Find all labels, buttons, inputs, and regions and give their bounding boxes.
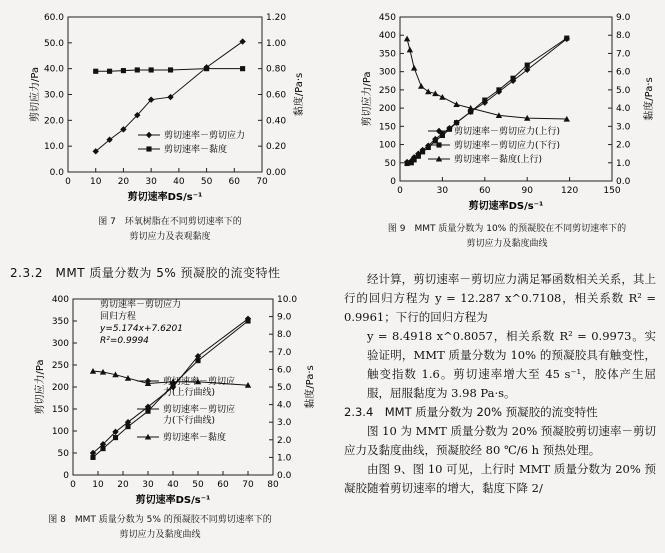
figure-8-caption [10, 513, 310, 543]
y-tick-label: 200 [51, 383, 69, 393]
y2-tick-label: 2.0 [616, 140, 631, 151]
data-point-triangle [418, 83, 424, 89]
y-tick-label: 100 [51, 427, 69, 437]
data-point-square [440, 133, 445, 138]
x-axis-label: 剪切速率DS/s⁻¹ [127, 192, 203, 203]
legend-marker-square [436, 142, 441, 147]
y-tick-label: 20.0 [43, 116, 64, 127]
data-point-triangle [404, 36, 410, 42]
data-point-square [168, 67, 173, 72]
data-point-square [245, 318, 250, 323]
data-point-square [135, 67, 140, 72]
figure-9-chart [350, 5, 660, 217]
data-point-square [482, 98, 487, 103]
x-axis-label: 剪切速率DS/s⁻¹ [135, 495, 211, 506]
y-axis-label: 剪切应力/Pa [30, 66, 41, 123]
caption-line: 剪切应力及表观黏度 [129, 232, 211, 242]
x-tick-label: 0 [65, 177, 71, 187]
legend-label: 剪切速率－剪切应力 [164, 131, 246, 141]
x-tick-label: 40 [173, 177, 185, 187]
y2-tick-label: 10.0 [277, 295, 298, 305]
y-tick-label: 40.0 [43, 64, 64, 75]
y-tick-label: 0 [390, 177, 396, 187]
x-tick-label: 0 [70, 480, 76, 490]
y-tick-label: 50.0 [43, 38, 64, 49]
y-tick-label: 250 [378, 85, 396, 96]
y2-axis-label: 黏度/Pa·s [294, 72, 305, 117]
y-tick-label: 450 [378, 13, 396, 23]
y-tick-label: 0.0 [49, 168, 64, 178]
annotation-text: 回归方程 [100, 312, 137, 322]
y-tick-label: 150 [378, 122, 396, 133]
y2-tick-label: 5.0 [616, 85, 631, 96]
data-point-triangle [439, 94, 445, 100]
figure-7-caption [40, 215, 300, 245]
x-tick-label: 20 [117, 177, 130, 187]
y2-axis-label: 黏度/Pa·s [305, 365, 316, 409]
y-tick-label: 350 [378, 49, 396, 60]
legend-label: 剪切速率－剪切应 [163, 405, 236, 415]
y2-tick-label: 0.20 [266, 142, 287, 153]
y-axis-label: 剪切应力/Pa [35, 359, 46, 415]
legend-label: 剪切速率－剪切应 [163, 377, 236, 387]
y-axis-label: 剪切应力/Pa [362, 71, 373, 127]
legend-label: 剪切速率－剪切应力(上行) [454, 127, 561, 137]
y2-tick-label: 2.0 [277, 435, 292, 446]
caption-line: 图 9 MMT 质量分数为 10% 的预凝胶在不同剪切速率下的 [387, 224, 627, 234]
y-tick-label: 250 [51, 361, 69, 371]
y2-tick-label: 9.0 [277, 312, 292, 323]
paragraph: 由图 9、图 10 可见，上行时 MMT 质量分数为 20% 预凝胶随着剪切速率的增大，黏度下降 2/ [344, 462, 656, 495]
y2-axis-label: 黏度/Pa·s [644, 77, 655, 121]
legend-label: 力(上行曲线) [163, 388, 216, 398]
data-point-square [107, 69, 112, 74]
series-line-2 [407, 39, 567, 119]
x-tick-label: 10 [92, 480, 104, 490]
y2-tick-label: 0.00 [266, 168, 287, 178]
data-point-square [564, 36, 569, 41]
paragraph: y = 8.4918 x^0.8057，相关系数 R² = 0.9973。实验证明，MMT 质量分数为 10% 的预凝胶具有触变性，触变指数 1.6。剪切速率增大至 45 s⁻¹，胶体产生屈服，屈服黏度为 3.98 Pa·s。 [367, 329, 656, 400]
x-axis-label: 剪切速率DS/s⁻¹ [468, 201, 544, 212]
x-tick-label: 60 [228, 177, 241, 187]
data-point-square [454, 120, 459, 125]
data-point-square [121, 68, 126, 73]
data-point-square [113, 435, 118, 440]
legend-marker-square [145, 406, 150, 411]
data-point-square [93, 69, 98, 74]
y2-tick-label: 8.0 [277, 330, 292, 341]
y2-tick-label: 6.0 [277, 365, 292, 376]
data-point-triangle [407, 47, 413, 53]
x-tick-label: 20 [117, 480, 129, 490]
data-point-square [496, 87, 501, 92]
x-tick-label: 30 [145, 177, 157, 187]
y2-tick-label: 8.0 [616, 31, 631, 42]
legend-marker-square [146, 146, 151, 151]
legend-label: 剪切速率－黏度(上行) [454, 155, 543, 165]
y-tick-label: 50 [384, 158, 396, 169]
y2-tick-label: 0.0 [277, 471, 292, 481]
x-tick-label: 40 [167, 480, 179, 490]
y-tick-label: 0 [63, 471, 69, 481]
legend-label: 剪切速率－黏度 [164, 145, 228, 155]
caption-line: 剪切应力及黏度曲线 [466, 239, 548, 249]
y2-tick-label: 3.0 [277, 418, 292, 429]
y-tick-label: 400 [51, 295, 69, 305]
y2-tick-label: 3.0 [616, 122, 631, 133]
y2-tick-label: 1.0 [616, 158, 631, 169]
y2-tick-label: 5.0 [277, 383, 292, 393]
y-tick-label: 30.0 [43, 90, 64, 101]
y-tick-label: 60.0 [43, 13, 64, 23]
legend-label: 剪切速率－黏度 [163, 433, 227, 443]
section-heading-2-3-2: 2.3.2 MMT 质量分数为 5% 预凝胶的流变特性 [10, 266, 281, 280]
x-tick-label: 70 [242, 480, 254, 490]
y-tick-label: 100 [378, 140, 396, 151]
y2-tick-label: 0.40 [266, 116, 287, 127]
y-tick-label: 300 [51, 339, 69, 349]
figure-8-chart [5, 283, 325, 508]
data-point-triangle [90, 368, 96, 374]
y2-tick-label: 0.60 [266, 90, 287, 101]
y2-tick-label: 1.00 [266, 38, 287, 49]
y2-tick-label: 7.0 [616, 49, 631, 60]
data-point-square [204, 66, 209, 71]
data-point-diamond [239, 38, 245, 44]
y2-tick-label: 6.0 [616, 67, 631, 78]
figure-9-caption [352, 222, 662, 252]
data-point-square [149, 67, 154, 72]
data-point-square [100, 446, 105, 451]
x-tick-label: 120 [561, 186, 579, 196]
caption-line: 图 8 MMT 质量分数为 5% 的预凝胶不同剪切速率下的 [48, 515, 272, 525]
paragraph: 图 10 为 MMT 质量分数为 20% 预凝胶剪切速率－剪切应力及黏度曲线，预凝胶经 80 ℃/6 h 预热处理。 [344, 424, 656, 457]
data-point-square [240, 66, 245, 71]
x-tick-label: 150 [603, 186, 621, 196]
data-point-square [90, 455, 95, 460]
y2-tick-label: 7.0 [277, 347, 292, 358]
x-tick-label: 90 [521, 186, 533, 196]
data-point-square [426, 145, 431, 150]
y2-tick-label: 4.0 [277, 400, 292, 411]
x-tick-label: 80 [267, 480, 279, 490]
y-tick-label: 200 [378, 104, 396, 115]
data-point-square [511, 76, 516, 81]
caption-line: 剪切应力及黏度曲线 [119, 530, 201, 540]
y-tick-label: 400 [378, 31, 396, 42]
y2-tick-label: 0.80 [266, 64, 287, 75]
data-point-square [195, 358, 200, 363]
annotation-text: y=5.174x+7.6201 [100, 324, 183, 334]
x-tick-label: 10 [89, 177, 102, 187]
x-tick-label: 30 [436, 186, 449, 196]
annotation-text: R²=0.9994 [100, 336, 149, 346]
paragraph: 经计算，剪切速率－剪切应力满足幂函数相关关系，其上行的回归方程为 y = 12.287 x^0.7108，相关系数 R² = 0.9961；下行的回归方程为 [344, 272, 656, 324]
section-heading-2-3-4: 2.3.4 MMT 质量分数为 20% 预凝胶的流变特性 [344, 405, 598, 419]
data-point-triangle [453, 101, 459, 107]
y-tick-label: 10.0 [43, 142, 64, 153]
y-tick-label: 300 [378, 67, 396, 78]
y2-tick-label: 4.0 [616, 104, 631, 115]
y2-tick-label: 1.20 [266, 13, 287, 23]
x-tick-label: 60 [479, 186, 491, 196]
data-point-triangle [411, 65, 417, 71]
caption-line: 图 7 环氧树脂在不同剪切速率下的 [98, 217, 242, 227]
x-tick-label: 0 [397, 186, 403, 196]
legend-marker-diamond [146, 132, 152, 138]
annotation-text: 剪切速率－剪切应力 [100, 300, 182, 310]
y-tick-label: 350 [51, 317, 69, 327]
y-tick-label: 50 [57, 449, 69, 459]
x-tick-label: 50 [200, 177, 213, 187]
data-point-square [416, 154, 421, 159]
x-tick-label: 60 [217, 480, 229, 490]
x-tick-label: 70 [256, 177, 268, 187]
y2-tick-label: 0.0 [616, 177, 631, 187]
y-tick-label: 150 [51, 405, 69, 415]
body-text [344, 270, 656, 498]
data-point-square [525, 63, 530, 68]
data-point-square [420, 149, 425, 154]
y2-tick-label: 9.0 [616, 13, 631, 23]
legend-label: 剪切速率－剪切应力(下行) [454, 141, 561, 151]
y2-tick-label: 1.0 [277, 453, 292, 464]
legend-label: 力(下行曲线) [163, 416, 216, 426]
x-tick-label: 50 [192, 480, 204, 490]
data-point-square [125, 424, 130, 429]
x-tick-label: 30 [142, 480, 154, 490]
figure-7-chart [10, 5, 310, 210]
